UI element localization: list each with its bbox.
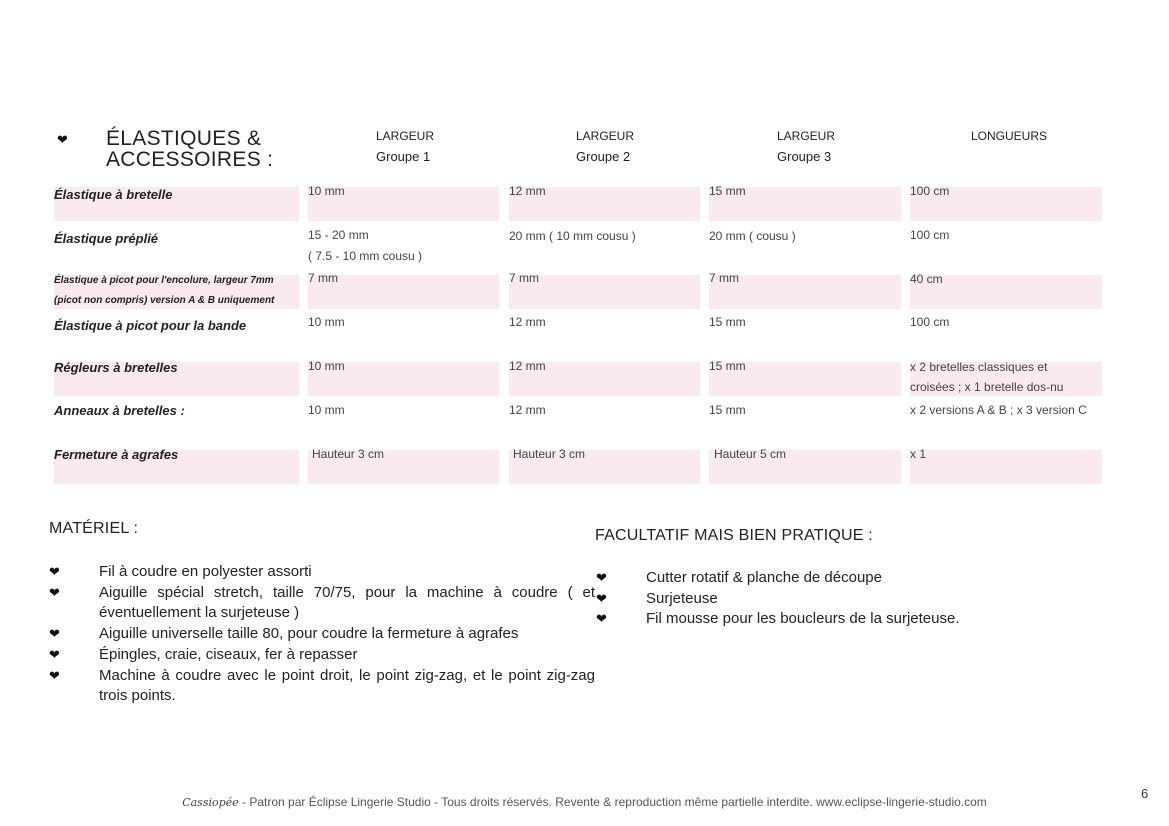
column-header-groupe-3 bbox=[777, 129, 967, 164]
table-cell: x 1 bbox=[910, 447, 927, 461]
table-cell: 20 mm ( 10 mm cousu ) bbox=[509, 229, 636, 243]
row-label-elastique-picot-bande: Élastique à picot pour la bande bbox=[54, 318, 247, 333]
section-title-line1: ÉLASTIQUES & bbox=[106, 127, 262, 150]
table-cell: 10 mm bbox=[308, 359, 345, 373]
heart-icon: ❤ bbox=[57, 133, 68, 148]
column-header-line1: LARGEUR bbox=[777, 129, 836, 143]
heart-icon: ❤ bbox=[49, 668, 60, 684]
heart-icon: ❤ bbox=[49, 565, 60, 580]
list-item bbox=[49, 624, 595, 645]
list-item-text: Aiguille spécial stretch, taille 70/75, pour la machine à coudre ( et éventuellement la surjeteuse ) bbox=[99, 583, 595, 622]
list-item bbox=[49, 583, 595, 624]
list-item bbox=[596, 568, 1096, 589]
table-cell: 40 cm bbox=[910, 272, 943, 286]
table-cell: 12 mm bbox=[509, 359, 546, 373]
list-item-text: Aiguille universelle taille 80, pour coudre la fermeture à agrafes bbox=[99, 625, 519, 643]
column-header-line1: LARGEUR bbox=[376, 129, 435, 143]
table-cell: 100 cm bbox=[910, 315, 950, 329]
list-item-text: Fil à coudre en polyester assorti bbox=[99, 563, 312, 580]
list-item-text: Surjeteuse bbox=[646, 589, 718, 607]
footer-text: - Patron par Éclipse Lingerie Studio - Tous droits réservés. Revente & reproduction même partielle interdite. www.eclipse-lingerie-studio.com bbox=[238, 795, 987, 809]
table-cell: 100 cm bbox=[910, 184, 950, 198]
facultatif-heading: FACULTATIF MAIS BIEN PRATIQUE : bbox=[595, 527, 873, 544]
table-cell-line2: ( 7.5 - 10 mm cousu ) bbox=[308, 249, 423, 263]
heart-icon: ❤ bbox=[596, 612, 607, 628]
table-cell: 12 mm bbox=[509, 315, 546, 329]
row-label-elastique-picot-encolure: Élastique à picot pour l'encolure, largeur 7mm bbox=[54, 275, 274, 286]
table-cell: 10 mm bbox=[308, 403, 345, 417]
materiel-heading: MATÉRIEL : bbox=[49, 520, 139, 537]
row-label-elastique-picot-encolure-line2: (picot non compris) version A & B uniquement bbox=[54, 295, 275, 306]
column-header-longueurs bbox=[971, 129, 1161, 149]
list-item bbox=[596, 589, 1096, 610]
table-cell: 7 mm bbox=[709, 271, 739, 285]
table-cell: 7 mm bbox=[509, 271, 539, 285]
row-label-regleurs-bretelles: Régleurs à bretelles bbox=[54, 360, 178, 375]
heart-icon: ❤ bbox=[49, 647, 60, 663]
table-cell: 15 mm bbox=[709, 315, 746, 329]
table-cell: 10 mm bbox=[308, 184, 345, 198]
heart-icon: ❤ bbox=[49, 585, 60, 601]
table-cell: 12 mm bbox=[509, 184, 546, 198]
table-cell-line2: croisées ; x 1 bretelle dos-nu bbox=[910, 380, 1064, 394]
column-header-line2: Groupe 1 bbox=[376, 149, 431, 164]
table-cell: 100 cm bbox=[910, 228, 950, 242]
row-band bbox=[910, 450, 1102, 484]
table-cell: Hauteur 3 cm bbox=[513, 447, 586, 461]
page-number: 6 bbox=[1141, 786, 1149, 801]
table-cell: 12 mm bbox=[509, 403, 546, 417]
table-cell: Hauteur 5 cm bbox=[714, 447, 787, 461]
table-cell: 20 mm ( cousu ) bbox=[709, 229, 796, 243]
heart-icon: ❤ bbox=[596, 571, 607, 586]
column-header-line1: LARGEUR bbox=[576, 129, 635, 143]
list-item bbox=[49, 562, 595, 583]
table-cell: Hauteur 3 cm bbox=[312, 447, 385, 461]
row-label-elastique-bretelle: Élastique à bretelle bbox=[54, 187, 173, 202]
column-header-line2: Groupe 2 bbox=[576, 149, 631, 164]
heart-icon: ❤ bbox=[49, 627, 60, 643]
column-header-groupe-1 bbox=[376, 129, 566, 164]
heart-icon: ❤ bbox=[596, 591, 607, 607]
materiel-list bbox=[49, 562, 595, 707]
footer-brand: Cassiopée bbox=[182, 796, 239, 809]
table-cell: 7 mm bbox=[308, 271, 338, 285]
list-item bbox=[49, 666, 595, 707]
table-cell: 15 mm bbox=[709, 359, 746, 373]
row-label-elastique-preplie: Élastique préplié bbox=[54, 231, 159, 246]
row-label-anneaux-bretelles: Anneaux à bretelles : bbox=[54, 403, 185, 418]
list-item bbox=[596, 609, 1096, 630]
list-item-text: Cutter rotatif & planche de découpe bbox=[646, 569, 882, 586]
list-item-text: Épingles, craie, ciseaux, fer à repasser bbox=[99, 645, 358, 663]
column-header-line1: LONGUEURS bbox=[971, 129, 1048, 143]
row-label-fermeture-agrafes: Fermeture à agrafes bbox=[54, 447, 179, 462]
table-cell: x 2 bretelles classiques et bbox=[910, 360, 1048, 374]
table-cell: 15 mm bbox=[709, 184, 746, 198]
table-cell: 10 mm bbox=[308, 315, 345, 329]
column-header-groupe-2 bbox=[576, 129, 766, 164]
list-item-text: Fil mousse pour les boucleurs de la surjeteuse. bbox=[646, 610, 960, 628]
column-header-line2: Groupe 3 bbox=[777, 149, 832, 164]
table-cell: x 2 versions A & B ; x 3 version C bbox=[910, 403, 1087, 417]
facultatif-list bbox=[596, 568, 1096, 630]
section-title bbox=[106, 128, 273, 170]
list-item bbox=[49, 645, 595, 666]
table-cell: 15 mm bbox=[709, 403, 746, 417]
footer bbox=[0, 795, 1169, 809]
list-item-text: Machine à coudre avec le point droit, le point zig-zag, et le point zig-zag trois points. bbox=[99, 666, 595, 705]
table-cell: 15 - 20 mm bbox=[308, 228, 369, 242]
section-title-line2: ACCESSOIRES : bbox=[106, 148, 274, 171]
